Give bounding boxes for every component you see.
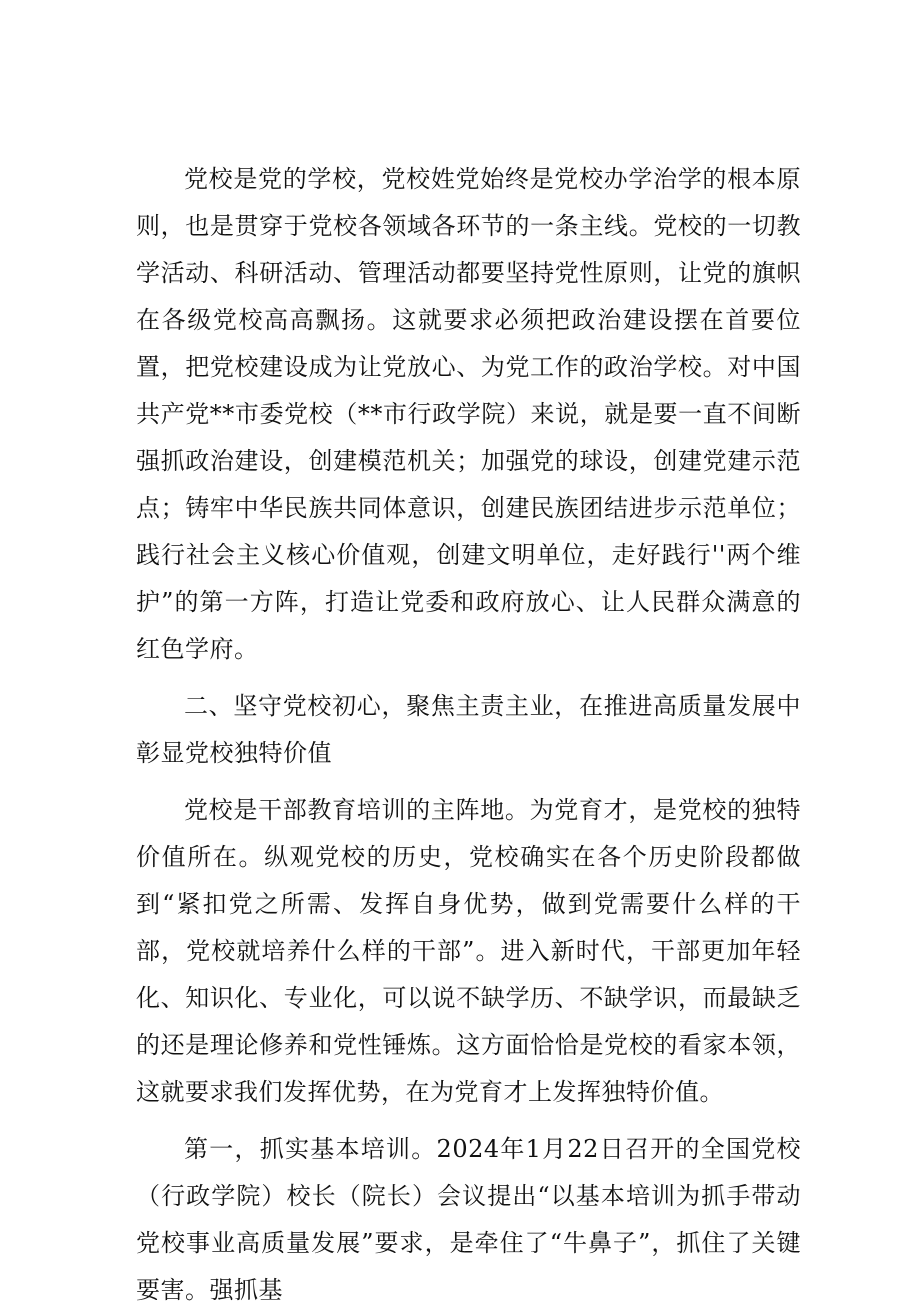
section-heading-two: 二、坚守党校初心，聚焦主责主业，在推进高质量发展中彰显党校独特价值 bbox=[136, 692, 801, 767]
paragraph-cadre-training: 党校是干部教育培训的主阵地。为党育才，是党校的独特价值所在。纵观党校的历史，党校确实在各个历史阶段都做到“紧扣党之所需、发挥自身优势，做到党需要什么样的干部，党校就培养什么样的干部”。进入新时代，干部更加年轻化、知识化、专业化，可以说不缺学历、不缺学识，而最缺乏的还是理论修养和党性锤炼。这方面恰恰是党校的看家本领，这就要求我们发挥优势，在为党育才上发挥独特价值。 bbox=[136, 796, 801, 1106]
document-body bbox=[136, 156, 801, 1314]
paragraph-basic-training: 第一，抓实基本培训。2024年1月22日召开的全国党校（行政学院）校长（院长）会议提出“以基本培训为抓手带动党校事业高质量发展”要求，是牵住了“牛鼻子”，抓住了关键要害。强抓基 bbox=[136, 1135, 801, 1304]
paragraph-party-school-principle: 党校是党的学校，党校姓党始终是党校办学治学的根本原则，也是贯穿于党校各领域各环节的一条主线。党校的一切教学活动、科研活动、管理活动都要坚持党性原则，让党的旗帜在各级党校高高飘扬。这就要求必须把政治建设摆在首要位置，把党校建设成为让党放心、为党工作的政治学校。对中国共产党**市委党校（**市行政学院）来说，就是要一直不间断强抓政治建设，创建模范机关；加强党的球设，创建党建示范点；铸牢中华民族共同体意识，创建民族团结进步示范单位；践行社会主义核心价值观，创建文明单位，走好践行''两个维护”的第一方阵，打造让党委和政府放心、让人民群众满意的红色学府。 bbox=[136, 165, 801, 663]
